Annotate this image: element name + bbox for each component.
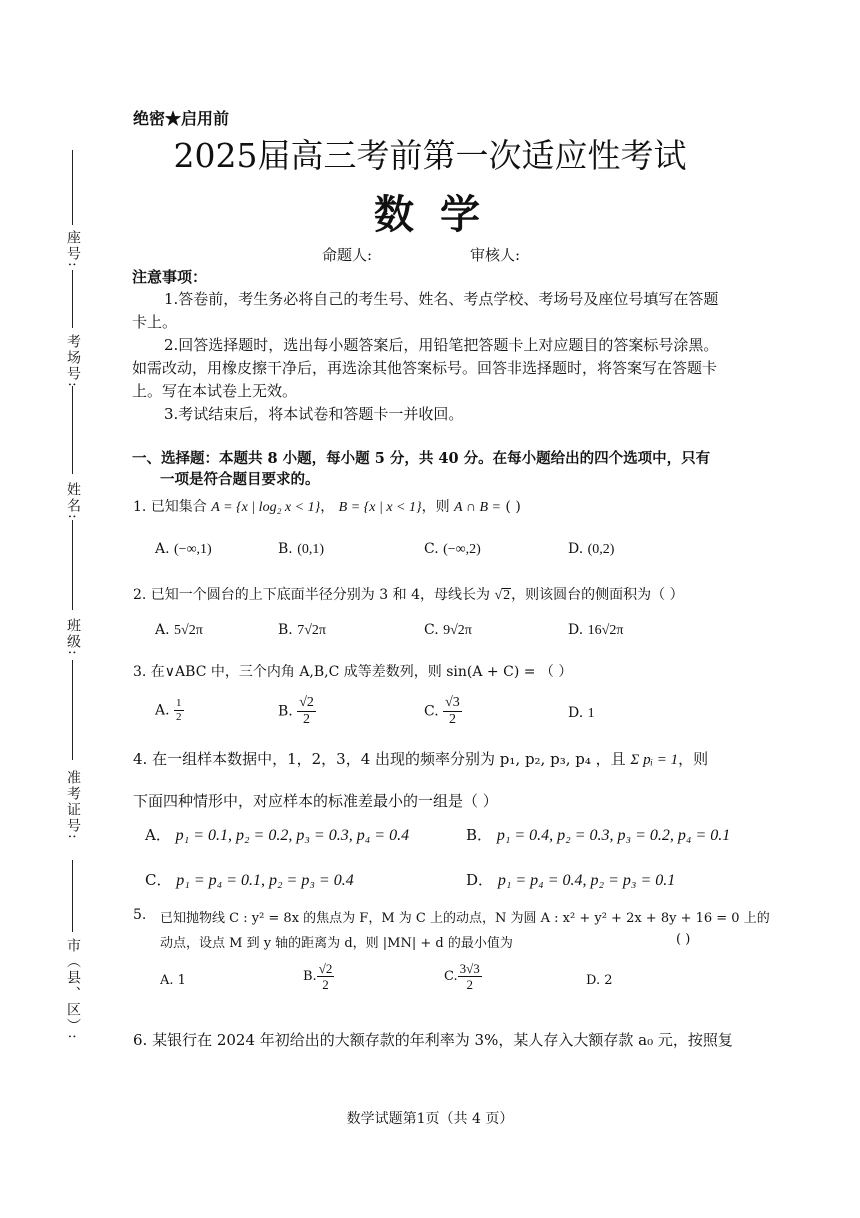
option-letter: A.	[155, 622, 170, 638]
option-value: (0,1)	[297, 542, 325, 557]
note-item-1: 1.答卷前，考生务必将自己的考生号、姓名、考点学校、考场号及座位号填写在答题卡上。	[132, 290, 719, 331]
q3-option-c[interactable]	[424, 696, 462, 727]
margin-line	[72, 660, 73, 760]
option-letter: B.	[278, 541, 293, 557]
city-county-label: 市（县、区）:	[65, 938, 81, 1041]
q5-option-c[interactable]	[444, 962, 482, 991]
option-fraction: $\frac{√2}{2}$	[299, 695, 314, 727]
option-letter: D.	[568, 705, 584, 721]
q2-option-b[interactable]	[278, 622, 326, 639]
question-5: 已知抛物线 C : y² = 8x 的焦点为 F，M 为 C 上的动点，N 为圆 A : x² + y² + 2x + 8y + 16 = 0 上的	[160, 911, 770, 926]
option-letter: B.	[278, 703, 293, 720]
q5-paren: ( )	[676, 932, 691, 947]
q1-text: 已知集合	[150, 499, 207, 515]
q5-option-a[interactable]: A. 1	[160, 973, 186, 988]
q1-set-b: B = {x | x < 1}	[338, 500, 422, 515]
option-value: (0,2)	[587, 542, 615, 557]
subject-title: 数 学	[374, 192, 486, 238]
class-label: 班级:	[65, 618, 81, 657]
notes-heading: 注意事项：	[132, 268, 208, 286]
exam-room-label: 考场号:	[65, 334, 81, 389]
option-letter: D.	[568, 541, 584, 557]
option-value: 9√2π	[443, 623, 472, 638]
option-fraction: $\frac{√3}{2}$	[445, 695, 460, 727]
option-value: 5√2π	[174, 623, 203, 638]
option-fraction: $\frac{3√3}{2}$	[459, 961, 480, 992]
note-item-3: 3.考试结束后，将本试卷和答题卡一并收回。	[164, 405, 464, 423]
option-value: (−∞,1)	[174, 542, 212, 557]
question-3: 3. 在∨ABC 中，三个内角 A,B,C 成等差数列，则 sin(A + C) = （ ）	[133, 664, 573, 680]
option-letter: A.	[155, 541, 170, 557]
q1-number: 1.	[133, 499, 147, 515]
q3-option-b[interactable]	[278, 696, 316, 727]
option-letter: D．	[466, 871, 494, 889]
margin-line	[72, 860, 73, 932]
margin-line	[72, 520, 73, 610]
q4-option-a[interactable]	[145, 824, 409, 845]
option-letter: D.	[568, 622, 584, 638]
question-2	[133, 584, 684, 604]
option-letter: A．	[145, 826, 171, 844]
q1-paren: ( )	[505, 499, 521, 515]
note-item-2: 2.回答选择题时，选出每小题答案后，用铅笔把答题卡上对应题目的答案标号涂黑。如需改动，用橡皮擦干净后，再选涂其他答案标号。回答非选择题时，将答案写在答题卡上。写在本试卷上无效。	[132, 336, 719, 400]
q2-option-c[interactable]	[424, 622, 472, 639]
section-heading: 一、选择题：本题共 8 小题，每小题 5 分，共 40 分。在每小题给出的四个选项中，只有	[132, 450, 711, 467]
author-label: 命题人:	[322, 246, 373, 264]
q1-option-c[interactable]	[424, 541, 481, 558]
question-5-cont: 动点，设点 M 到 y 轴的距离为 d，则 |MN| + d 的最小值为	[160, 936, 513, 951]
option-value: 7√2π	[297, 623, 326, 638]
q1-text-b: ，则	[421, 499, 450, 515]
q2-text: 2. 已知一个圆台的上下底面半径分别为 3 和 4，母线长为	[133, 587, 490, 603]
option-value: p₁ = p₄ = 0.4, p₂ = p₃ = 0.1	[497, 872, 676, 889]
option-value: 16√2π	[587, 623, 624, 638]
reviewer-label: 审核人:	[470, 246, 521, 264]
option-letter: C．	[145, 871, 172, 889]
q2-option-a[interactable]	[155, 622, 203, 639]
question-4	[133, 748, 708, 769]
option-fraction: $\frac{√2}{2}$	[318, 961, 333, 992]
seat-label: 座号:	[65, 230, 81, 269]
q5-number: 5.	[133, 907, 147, 923]
q4-option-b[interactable]	[466, 824, 730, 845]
option-letter: C.	[424, 541, 439, 557]
q1-option-a[interactable]	[155, 541, 212, 558]
name-label: 姓名:	[65, 482, 81, 521]
option-value: (−∞,2)	[443, 542, 481, 557]
q1-option-b[interactable]	[278, 541, 324, 558]
question-4-cont: 下面四种情形中，对应样本的标准差最小的一组是（ ）	[133, 792, 498, 810]
q1-set-a: A = {x | log₂ x < 1}	[211, 500, 321, 515]
option-letter: B.	[303, 969, 317, 984]
option-fraction: $\frac{1}{2}$	[176, 697, 182, 723]
q5-option-b[interactable]	[303, 962, 334, 991]
page-title: 2025届高三考前第一次适应性考试	[173, 136, 687, 175]
option-letter: C.	[424, 703, 439, 720]
option-letter: B．	[466, 826, 493, 844]
secret-mark: 绝密★启用前	[133, 109, 230, 128]
section-heading-cont: 一项是符合题目要求的。	[160, 471, 320, 488]
q3-option-d[interactable]	[568, 705, 595, 722]
margin-line	[72, 386, 73, 474]
option-value: p₁ = 0.1, p₂ = 0.2, p₃ = 0.3, p₄ = 0.4	[175, 827, 410, 844]
question-6: 6. 某银行在 2024 年初给出的大额存款的年利率为 3%，某人存入大额存款 a₀ 元，按照复	[133, 1031, 733, 1049]
option-letter: B.	[278, 622, 293, 638]
q4-option-c[interactable]	[145, 869, 354, 890]
q1-option-d[interactable]	[568, 541, 614, 558]
option-letter: C.	[424, 622, 439, 638]
q1-expr: A ∩ B =	[454, 500, 501, 515]
q3-option-a[interactable]	[155, 698, 184, 723]
q2-tail: ，则该圆台的侧面积为（ ）	[511, 587, 684, 603]
option-value: p₁ = p₄ = 0.1, p₂ = p₃ = 0.4	[176, 872, 354, 889]
q2-sqrt: √2	[494, 588, 511, 603]
q4-tail: ，则	[678, 750, 709, 768]
q2-option-d[interactable]	[568, 622, 623, 639]
option-value: p₁ = 0.4, p₂ = 0.3, p₃ = 0.2, p₄ = 0.1	[496, 827, 731, 844]
q5-option-d[interactable]: D. 2	[586, 973, 613, 988]
page-footer: 数学试题第1页（共 4 页）	[346, 1111, 514, 1127]
q4-option-d[interactable]	[466, 869, 675, 890]
option-value: 1	[587, 706, 595, 721]
q4-text: 4. 在一组样本数据中，1，2，3，4 出现的频率分别为 p₁, p₂, p₃, p₄ ，且	[133, 750, 626, 768]
question-1: 1. 已知集合 A = {x | log₂ x < 1}， B = {x | x < 1}，则 A ∩ B = ( )	[133, 499, 521, 515]
margin-line	[72, 270, 73, 328]
admission-number-label: 准考证号:	[65, 770, 81, 841]
q4-sum: Σ pᵢ = 1	[630, 752, 679, 768]
option-letter: C.	[444, 969, 458, 984]
option-letter: A.	[155, 702, 170, 719]
